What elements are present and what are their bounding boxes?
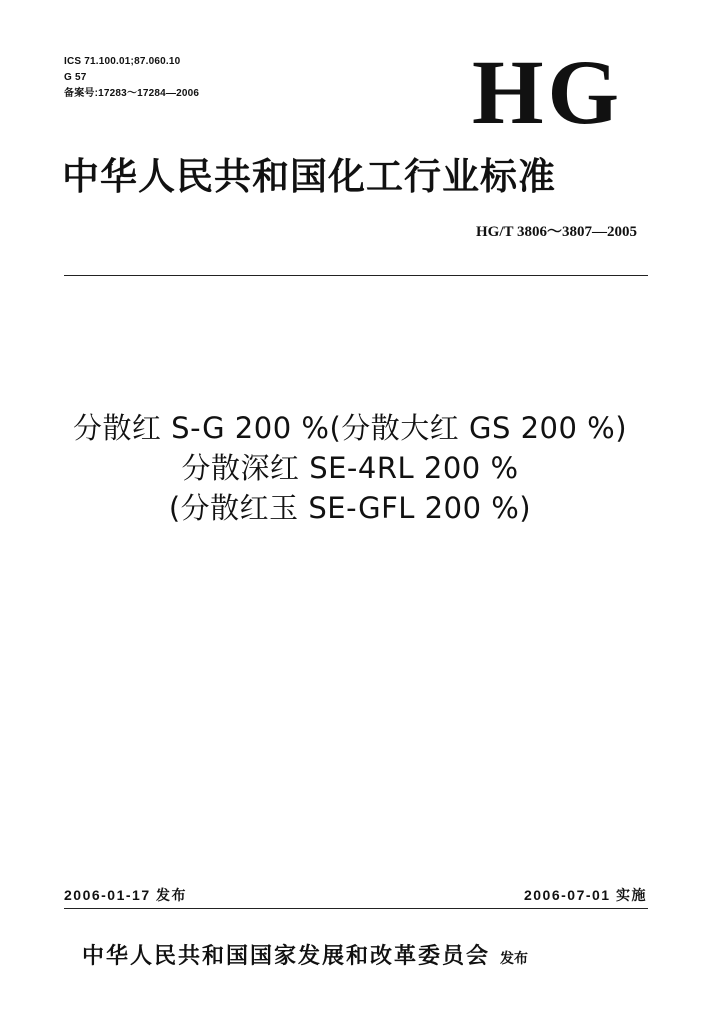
standard-number: HG/T 3806～3807—2005 — [476, 224, 637, 240]
title-line-1: 分散红 S-G 200 %(分散大红 GS 200 %) — [72, 411, 628, 445]
document-title — [40, 408, 660, 528]
publisher-line — [82, 940, 528, 975]
bottom-divider — [64, 908, 648, 909]
publisher-verb: 发布 — [500, 951, 529, 967]
ccs-code: G 57 — [64, 72, 87, 83]
standard-title: 中华人民共和国化工行业标准 — [62, 154, 556, 198]
ics-code: ICS 71.100.01;87.060.10 — [64, 56, 181, 67]
title-line-3: (分散红玉 SE-GFL 200 %) — [168, 491, 532, 525]
issue-date: 2006-01-17 发布 — [64, 887, 188, 903]
classification-block — [64, 54, 199, 102]
top-divider — [64, 275, 648, 276]
publisher-name: 中华人民共和国国家发展和改革委员会 — [82, 943, 491, 969]
record-number: 备案号:17283～17284—2006 — [64, 88, 200, 99]
title-line-2: 分散深红 SE-4RL 200 % — [181, 451, 519, 485]
implementation-date: 2006-07-01 实施 — [523, 887, 647, 903]
hg-logo: HG — [472, 41, 624, 143]
